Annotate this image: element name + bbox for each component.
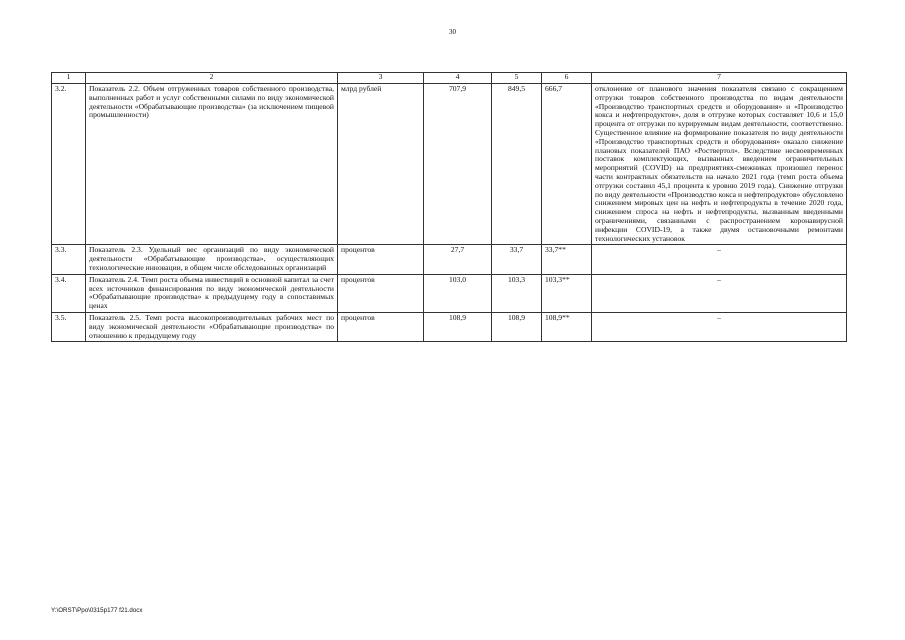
document-file-path: Y:\ORST\Ppo\0315p177 f21.docx [51, 607, 143, 614]
table-row [52, 245, 847, 274]
indicator-name: Показатель 2.4. Темп роста объема инвестиций в основной капитал за счет всех источников финансирования по виду экономической деятельности «Обрабатывающие производства» к предыдущему году в сопоставимых ценах [86, 274, 338, 312]
row-number: 3.2. [52, 84, 86, 245]
column-number: 5 [492, 73, 542, 84]
row-number: 3.3. [52, 245, 86, 274]
value-col5: 103,3 [492, 274, 542, 312]
table-row [52, 274, 847, 312]
column-number: 3 [338, 73, 424, 84]
value-col6: 103,3** [542, 274, 592, 312]
value-col6: 666,7 [542, 84, 592, 245]
indicators-table [51, 72, 847, 342]
column-number: 2 [86, 73, 338, 84]
deviation-note: – [592, 245, 847, 274]
unit-of-measure: процентов [338, 274, 424, 312]
value-col4: 108,9 [424, 312, 492, 341]
column-number: 4 [424, 73, 492, 84]
deviation-note: отклонение от планового значения показателя связано с сокращением отгрузки товаров собственного производства по видам деятельности «Производство транспортных средств и оборудования» и «Производство кокса и нефтепродуктов», доля в отгрузке которых составляет 10,6 и 15,0 процента от отгрузки по курируемым видам деятельности, соответственно. Существенное влияние на формирование показателя по виду деятельности «Производство транспортных средств и оборудования» оказало снижение плановых показателей ПАО «Роствертол». Вследствие несвоевременных поставок комплектующих, вызванных введением ограничительных мероприятий (COVID) на предприятиях-смежниках произошел перенос части контрактных обязательств на начало 2021 года (темп роста объема отгрузки составил 45,1 процента к уровню 2019 года). Снижение отгрузки по виду деятельности «Производство кокса и нефтепродуктов» обусловлено снижением мировых цен на нефть и нефтепродукты в течение 2020 года, снижением спроса на нефть и нефтепродукты, вызванным введенными ограничениями, связанными с распространением коронавирусной инфекции COVID-19, а также двумя остановочными ремонтами технологических установок [592, 84, 847, 245]
value-col5: 108,9 [492, 312, 542, 341]
indicator-name: Показатель 2.2. Объем отгруженных товаров собственного производства, выполненных работ и услуг собственными силами по виду экономической деятельности «Обрабатывающие производства» (за исключением пищевой промышленности) [86, 84, 338, 245]
value-col4: 707,9 [424, 84, 492, 245]
row-number: 3.5. [52, 312, 86, 341]
value-col6: 108,9** [542, 312, 592, 341]
column-number: 1 [52, 73, 86, 84]
value-col4: 103,0 [424, 274, 492, 312]
row-number: 3.4. [52, 274, 86, 312]
unit-of-measure: процентов [338, 312, 424, 341]
column-number: 7 [592, 73, 847, 84]
table-row [52, 84, 847, 245]
value-col5: 849,5 [492, 84, 542, 245]
value-col6: 33,7** [542, 245, 592, 274]
indicator-name: Показатель 2.3. Удельный вес организаций по виду экономической деятельности «Обрабатывающие производства», осуществляющих технологические инновации, в общем числе обследованных организаций [86, 245, 338, 274]
deviation-note: – [592, 312, 847, 341]
page-number: 30 [449, 28, 456, 36]
value-col4: 27,7 [424, 245, 492, 274]
column-numbers-row [52, 73, 847, 84]
column-number: 6 [542, 73, 592, 84]
deviation-note: – [592, 274, 847, 312]
indicator-name: Показатель 2.5. Темп роста высокопроизводительных рабочих мест по виду экономической деятельности «Обрабатывающие производства» по отношению к предыдущему году [86, 312, 338, 341]
value-col5: 33,7 [492, 245, 542, 274]
unit-of-measure: млрд рублей [338, 84, 424, 245]
table-row [52, 312, 847, 341]
unit-of-measure: процентов [338, 245, 424, 274]
